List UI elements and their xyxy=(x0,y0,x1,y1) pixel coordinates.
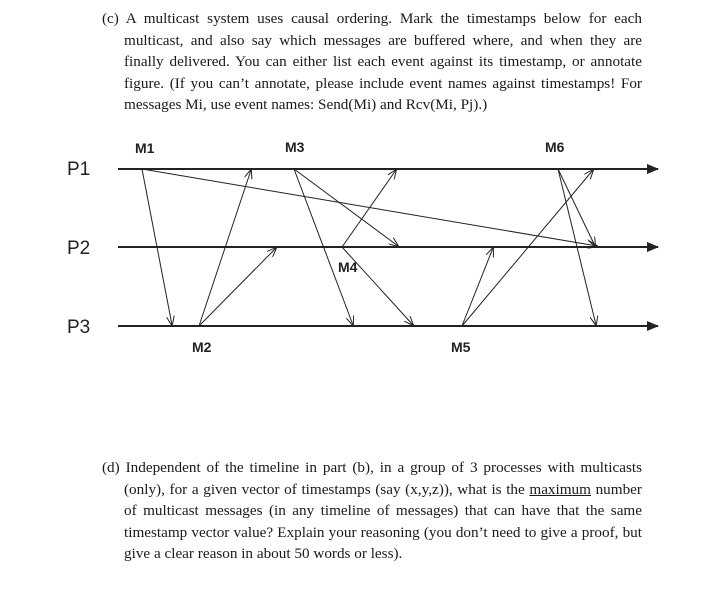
question-d xyxy=(102,457,642,565)
message-label-m3: M3 xyxy=(285,139,305,155)
question-d-emphasis: maximum xyxy=(529,480,591,498)
question-d-text-before: (d) Independent of the timeline in part (b), in a group of 3 processes with multicasts (only), for a given vector of timestamps (say (x,y,z)), what is the xyxy=(102,459,642,498)
question-d-text-after: number of multicast messages (in any timeline of messages) that can have that the same timestamp vector value? Explain your reasoning (you don’t need to give a proof, but give a clear reason in about 50 words or less). xyxy=(124,480,642,563)
message-label-m4: M4 xyxy=(338,259,358,275)
message-label-m1: M1 xyxy=(135,140,155,156)
message-label-m5: M5 xyxy=(451,339,471,355)
process-label-p1: P1 xyxy=(67,159,91,180)
message-label-m2: M2 xyxy=(192,339,212,355)
process-label-p3: P3 xyxy=(67,317,91,338)
message-label-m6: M6 xyxy=(545,139,565,155)
question-d-text xyxy=(102,457,642,565)
process-label-p2: P2 xyxy=(67,238,91,259)
question-c-text: (c) A multicast system uses causal ordering. Mark the timestamps below for each multicast, and also say which messages are buffered where, and when they are finally delivered. You can either list each event against its timestamp, or annotate figure. (If you can’t annotate, please include event names against timestamps! For messages Mi, use event names: Send(Mi) and Rcv(Mi, Pj).) xyxy=(102,10,642,114)
